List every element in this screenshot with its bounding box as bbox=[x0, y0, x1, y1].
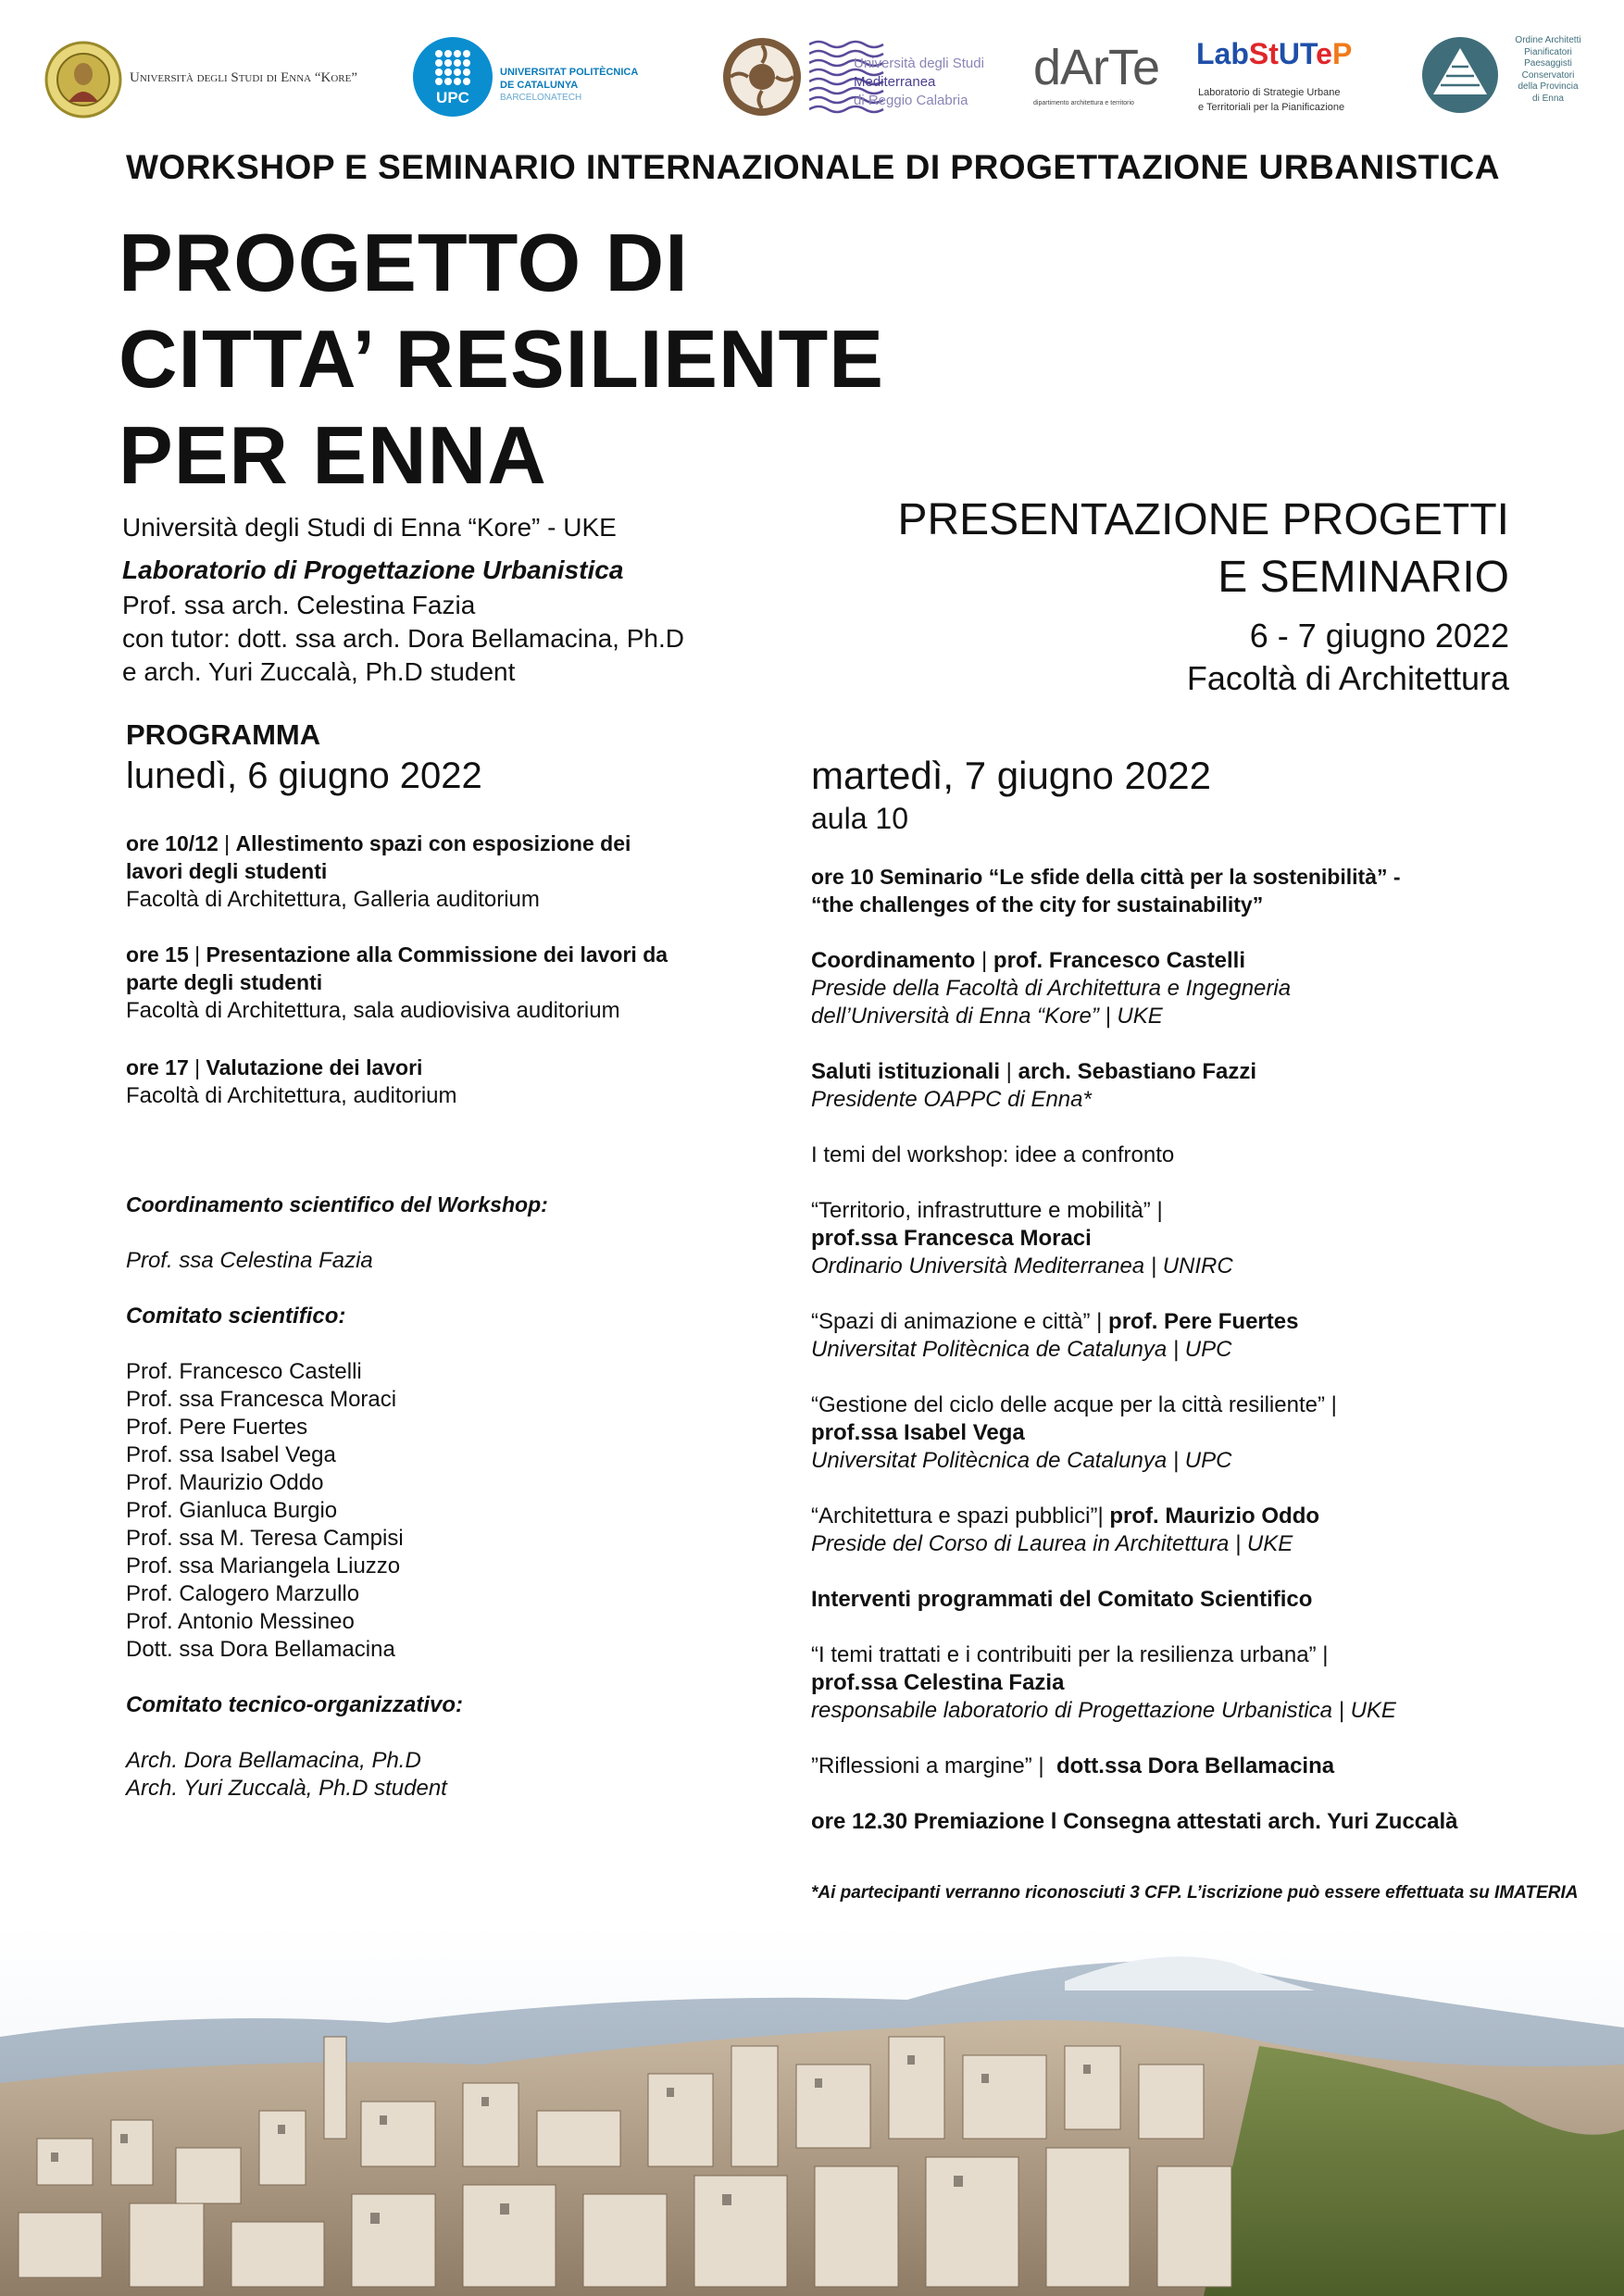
darte-logo bbox=[1030, 33, 1159, 122]
presentation-dates: 6 - 7 giugno 2022 bbox=[1249, 617, 1509, 655]
main-title-line: PROGETTO DI bbox=[119, 217, 689, 308]
ordine-line: Ordine Architetti bbox=[1515, 35, 1581, 45]
presentation-line: E SEMINARIO bbox=[1218, 553, 1509, 602]
programma-heading: PROGRAMMA bbox=[126, 718, 321, 751]
day1-event bbox=[126, 831, 631, 856]
sci-member: Dott. ssa Dora Bellamacina bbox=[126, 1637, 395, 1662]
upc-logo bbox=[413, 37, 672, 120]
day2-column bbox=[811, 750, 1589, 1852]
talk-speaker: prof.ssa Celestina Fazia bbox=[811, 1670, 1065, 1695]
coord-name: Prof. ssa Celestina Fazia bbox=[126, 1248, 373, 1273]
labstutep-mark-part: UT bbox=[1278, 37, 1317, 70]
coord-role: dell’Università di Enna “Kore” | UKE bbox=[811, 1004, 1163, 1029]
labstutep-mark-part: Lab bbox=[1196, 37, 1249, 70]
unirc-line1: Università degli Studi bbox=[854, 56, 984, 71]
labstutep-logo bbox=[1193, 33, 1378, 122]
sci-member: Prof. ssa Isabel Vega bbox=[126, 1442, 336, 1467]
talk-title: ”Riflessioni a margine” | bbox=[811, 1753, 1056, 1778]
event-place: Facoltà di Architettura, Galleria auditorium bbox=[126, 887, 540, 912]
talk-title: “Gestione del ciclo delle acque per la città resiliente” | bbox=[811, 1392, 1337, 1417]
coord-line bbox=[811, 948, 1245, 974]
main-title-line: PER ENNA bbox=[119, 409, 547, 501]
talk-role: Universitat Politècnica de Catalunya | UPC bbox=[811, 1448, 1232, 1473]
labstutep-mark-part: P bbox=[1331, 37, 1353, 70]
talk-line bbox=[811, 1753, 1334, 1779]
sci-member: Prof. ssa Mariangela Liuzzo bbox=[126, 1554, 401, 1578]
interventi-heading: Interventi programmati del Comitato Scientifico bbox=[811, 1587, 1313, 1612]
saluti-label: Saluti istituzionali bbox=[811, 1059, 1001, 1084]
ordine-line: Pianificatori bbox=[1524, 46, 1572, 57]
unirc-logo bbox=[720, 35, 1017, 122]
ordine-text bbox=[1502, 35, 1594, 105]
sci-heading: Comitato scientifico: bbox=[126, 1304, 346, 1329]
labstutep-mark bbox=[1196, 37, 1352, 71]
event-title: Presentazione alla Commissione dei lavori da bbox=[206, 942, 668, 967]
upc-mark-icon bbox=[413, 37, 493, 117]
seminar-title: ore 10 Seminario “Le sfide della città per la sostenibilità” - bbox=[811, 865, 1401, 889]
sci-member: Prof. Maurizio Oddo bbox=[126, 1470, 324, 1495]
talk-role: Preside del Corso di Laurea in Architettura | UKE bbox=[811, 1531, 1293, 1556]
kore-logo-label: Università degli Studi di Enna “Kore” bbox=[130, 70, 357, 85]
sci-member: Prof. ssa M. Teresa Campisi bbox=[126, 1526, 404, 1551]
footnote: *Ai partecipanti verranno riconosciuti 3 CFP. L’iscrizione può essere effettuata su IMATERIA bbox=[811, 1883, 1579, 1903]
info-block bbox=[122, 513, 826, 698]
talk-speaker: prof. Maurizio Oddo bbox=[1109, 1504, 1320, 1529]
event-time: ore 15 bbox=[126, 942, 189, 967]
event-time: ore 17 bbox=[126, 1055, 189, 1079]
day2-room: aula 10 bbox=[811, 802, 908, 835]
tutor-line: e arch. Yuri Zuccalà, Ph.D student bbox=[122, 657, 516, 686]
talk-line bbox=[811, 1504, 1319, 1529]
upc-mark-text: UPC bbox=[436, 89, 469, 106]
event-title: parte degli studenti bbox=[126, 970, 323, 994]
event-place: Facoltà di Architettura, sala audiovisiva auditorium bbox=[126, 998, 620, 1023]
day1-column bbox=[126, 715, 774, 1122]
upc-line2: DE CATALUNYA bbox=[500, 80, 579, 91]
ordine-triangle-icon bbox=[1420, 35, 1500, 115]
talk-title: “Architettura e spazi pubblici”| bbox=[811, 1504, 1110, 1529]
committee-column bbox=[126, 1192, 774, 1813]
saluti-role: Presidente OAPPC di Enna* bbox=[811, 1087, 1092, 1112]
tech-member: Arch. Yuri Zuccalà, Ph.D student bbox=[126, 1776, 447, 1801]
darte-sub: dipartimento architettura e territorio bbox=[1033, 100, 1134, 106]
coord-heading: Coordinamento scientifico del Workshop: bbox=[126, 1192, 548, 1217]
upc-line3: BARCELONATECH bbox=[500, 93, 582, 103]
unirc-line2: Mediterranea bbox=[854, 74, 936, 90]
talk-speaker: prof.ssa Isabel Vega bbox=[811, 1420, 1025, 1445]
talk-role: Ordinario Università Mediterranea | UNIRC bbox=[811, 1254, 1233, 1279]
coord-name: prof. Francesco Castelli bbox=[993, 948, 1245, 973]
workshop-title: WORKSHOP E SEMINARIO INTERNAZIONALE DI PROGETTAZIONE URBANISTICA bbox=[126, 148, 1500, 186]
ordine-line: Paesaggisti bbox=[1524, 58, 1572, 69]
tutor-line: con tutor: dott. ssa arch. Dora Bellamacina, Ph.D bbox=[122, 624, 684, 653]
talk-title: “Territorio, infrastrutture e mobilità” | bbox=[811, 1198, 1163, 1223]
university-name: Università degli Studi di Enna “Kore” - UKE bbox=[122, 513, 617, 542]
labstutep-mark-part: St bbox=[1248, 37, 1279, 70]
talk-speaker: prof. Pere Fuertes bbox=[1108, 1309, 1299, 1334]
talk-speaker: prof.ssa Francesca Moraci bbox=[811, 1226, 1092, 1251]
tech-member: Arch. Dora Bellamacina, Ph.D bbox=[126, 1748, 421, 1773]
event-title: Allestimento spazi con esposizione dei bbox=[235, 831, 631, 855]
upc-line1: UNIVERSITAT POLITÈCNICA bbox=[500, 67, 639, 78]
sci-member: Prof. Gianluca Burgio bbox=[126, 1498, 338, 1523]
event-sep: | bbox=[218, 831, 236, 855]
temi-heading: I temi del workshop: idee a confronto bbox=[811, 1142, 1175, 1167]
saluti-name: arch. Sebastiano Fazzi bbox=[1018, 1059, 1257, 1084]
ordine-line: della Provincia bbox=[1518, 81, 1579, 92]
talk-speaker: dott.ssa Dora Bellamacina bbox=[1056, 1753, 1335, 1778]
coord-sep: | bbox=[975, 948, 993, 973]
unirc-line3: di Reggio Calabria bbox=[854, 93, 968, 108]
event-time: ore 10/12 bbox=[126, 831, 219, 855]
labstutep-line2: e Territoriali per la Pianificazione bbox=[1198, 102, 1345, 113]
logo-bar bbox=[0, 28, 1624, 130]
kore-logo bbox=[44, 41, 359, 119]
labstutep-mark-part: e bbox=[1316, 37, 1332, 70]
presentation-block bbox=[815, 494, 1509, 707]
main-title bbox=[119, 215, 884, 504]
main-title-line: CITTA’ RESILIENTE bbox=[119, 313, 885, 405]
ordine-logo bbox=[1420, 35, 1596, 124]
event-title: Valutazione dei lavori bbox=[206, 1055, 423, 1079]
labstutep-line1: Laboratorio di Strategie Urbane bbox=[1198, 87, 1341, 98]
sci-member: Prof. Francesco Castelli bbox=[126, 1359, 362, 1384]
saluti-sep: | bbox=[1000, 1059, 1018, 1084]
closing-line: ore 12.30 Premiazione l Consegna attestati arch. Yuri Zuccalà bbox=[811, 1809, 1458, 1834]
coord-label: Coordinamento bbox=[811, 948, 976, 973]
sci-member: Prof. ssa Francesca Moraci bbox=[126, 1387, 397, 1412]
sci-member: Prof. Pere Fuertes bbox=[126, 1415, 308, 1440]
event-place: Facoltà di Architettura, auditorium bbox=[126, 1083, 457, 1108]
unirc-medusa-icon bbox=[720, 35, 804, 119]
darte-mark: dArTe bbox=[1033, 40, 1160, 95]
prof-name: Prof. ssa arch. Celestina Fazia bbox=[122, 591, 476, 619]
day2-date: martedì, 7 giugno 2022 bbox=[811, 754, 1211, 797]
lab-name: Laboratorio di Progettazione Urbanistica bbox=[122, 555, 624, 584]
ordine-line: Conservatori bbox=[1521, 69, 1575, 81]
talk-role: Universitat Politècnica de Catalunya | UPC bbox=[811, 1337, 1232, 1362]
talk-title: “I temi trattati e i contribuiti per la resilienza urbana” | bbox=[811, 1642, 1329, 1667]
city-panorama-image bbox=[0, 1926, 1624, 2296]
event-sep: | bbox=[188, 942, 206, 967]
seminar-title: “the challenges of the city for sustainability” bbox=[811, 892, 1264, 917]
day1-event bbox=[126, 942, 668, 967]
talk-role: responsabile laboratorio di Progettazione Urbanistica | UKE bbox=[811, 1698, 1396, 1723]
sci-member: Prof. Calogero Marzullo bbox=[126, 1581, 360, 1606]
presentation-place: Facoltà di Architettura bbox=[1186, 659, 1509, 697]
ordine-line: di Enna bbox=[1532, 93, 1564, 104]
event-sep: | bbox=[188, 1055, 206, 1079]
event-title: lavori degli studenti bbox=[126, 859, 328, 883]
talk-line bbox=[811, 1309, 1298, 1335]
tech-heading: Comitato tecnico-organizzativo: bbox=[126, 1692, 464, 1717]
sci-member: Prof. Antonio Messineo bbox=[126, 1609, 355, 1634]
talk-title: “Spazi di animazione e città” | bbox=[811, 1309, 1109, 1334]
coord-role: Preside della Facoltà di Architettura e Ingegneria bbox=[811, 976, 1292, 1001]
presentation-line: PRESENTAZIONE PROGETTI bbox=[897, 495, 1509, 544]
day1-date: lunedì, 6 giugno 2022 bbox=[126, 755, 482, 796]
day1-event bbox=[126, 1055, 422, 1080]
saluti-line bbox=[811, 1059, 1256, 1085]
kore-seal-icon bbox=[44, 41, 122, 119]
